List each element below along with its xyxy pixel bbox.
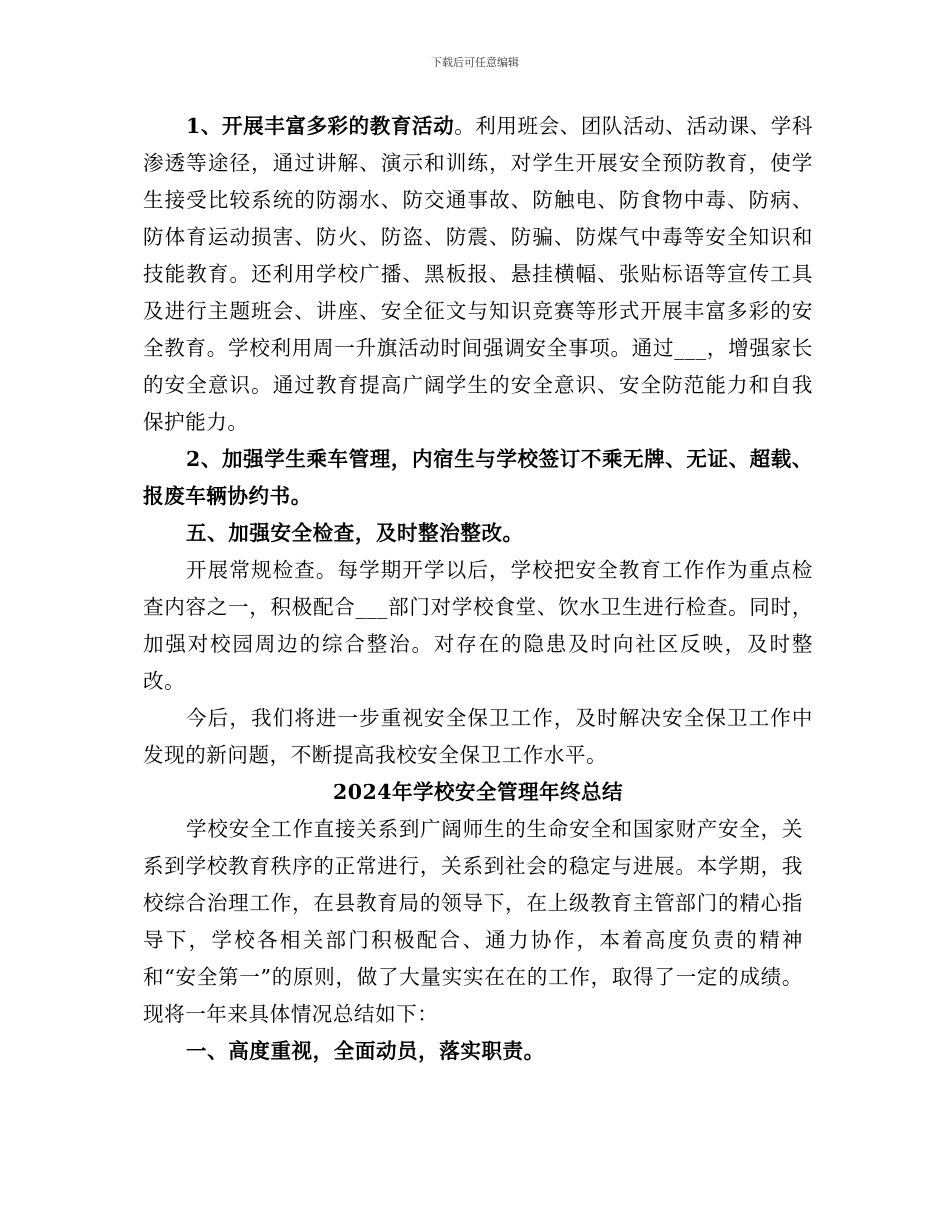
paragraph-education-activities <box>143 108 813 441</box>
heading-section-1: 一、高度重视，全面动员，落实职责。 <box>186 1039 545 1063</box>
item-1-lead: 1、开展丰富多彩的教育活动 <box>186 114 455 138</box>
paragraph-routine-check: 开展常规检查。每学期开学以后，学校把安全教育工作作为重点检查内容之一，积极配合___部门对学校食堂、饮水卫生进行检查。同时，加强对校园周边的综合整治。对存在的隐患及时向社区反映，及时整改。 <box>143 558 813 693</box>
summary-block <box>143 811 813 1070</box>
document-title: 2024年学校安全管理年终总结 <box>332 780 624 804</box>
paragraph-future: 今后，我们将进一步重视安全保卫工作，及时解决安全保卫工作中发现的新问题，不断提高我校安全保卫工作水平。 <box>143 706 813 767</box>
paragraph-bus-management: 2、加强学生乘车管理，内宿生与学校签订不乘无牌、无证、超载、报废车辆协约书。 <box>143 447 813 508</box>
heading-section-5: 五、加强安全检查，及时整治整改。 <box>186 521 524 545</box>
paragraph-intro: 学校安全工作直接关系到广阔师生的生命安全和国家财产安全，关系到学校教育秩序的正常进行，关系到社会的稳定与进展。本学期，我校综合治理工作，在县教育局的领导下，在上级教育主管部门的精心指导下，学校各相关部门积极配合、通力协作，本着高度负责的精神和“安全第一”的原则，做了大量实实在在的工作，取得了一定的成绩。现将一年来具体情况总结如下： <box>143 817 803 1026</box>
header-note: 下载后可任意编辑 <box>431 56 519 69</box>
item-1-body: 。利用班会、团队活动、活动课、学科渗透等途径，通过讲解、演示和训练，对学生开展安全预防教育，使学生接受比较系统的防溺水、防交通事故、防触电、防食物中毒、防病、防体育运动损害、防火、防盗、防震、防骗、防煤气中毒等安全知识和技能教育。还利用学校广播、黑板报、悬挂横幅、张贴标语等宣传工具及进行主题班会、讲座、安全征文与知识竞赛等形式开展丰富多彩的安全教育。学校利用周一升旗活动时间强调安全事项。通过___，增强家长的安全意识。通过教育提高广阔学生的安全意识、安全防范能力和自我保护能力。 <box>143 114 813 434</box>
document-body <box>143 108 813 1070</box>
